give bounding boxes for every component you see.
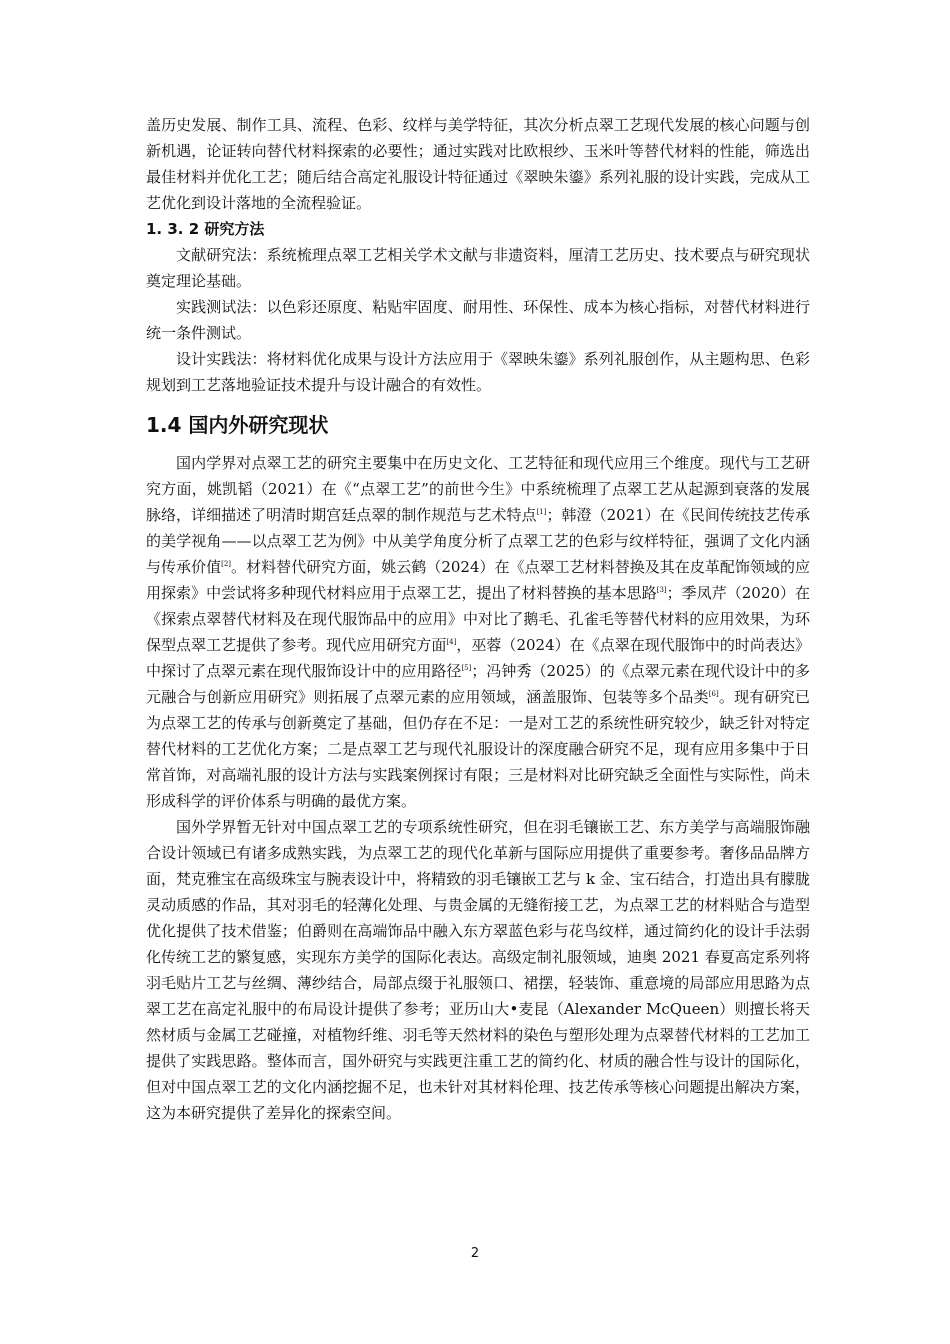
citation-4: [4] [446,638,457,646]
citation-6: [6] [708,690,719,698]
text-segment: ，巫蓉（2024）在《点翠在现代服饰中的时尚表达》中探讨了点翠元素在现代服饰设计中的应用路径 [146,636,810,680]
text-segment: ；冯钟秀（2025）的《点翠元素在现代设计中的多元融合与创新应用研究》则拓展了点翠元素的应用领域，涵盖服饰、包装等多个品类 [146,662,810,706]
section-heading-research-status: 1.4 国内外研究现状 [146,413,329,437]
text-segment: 国内学界对点翠工艺的研究主要集中在历史文化、工艺特征和现代应用三个维度。现代与工艺研究方面，姚凯韬（2021）在《“点翠工艺”的前世今生》中系统梳理了点翠工艺从起源到衰落的发展脉络，详细描述了明清时期宫廷点翠的制作规范与艺术特点 [146,454,810,524]
text-segment: 。材料替代研究方面，姚云鹤（2024）在《点翠工艺材料替换及其在皮革配饰领域的应用探索》中尝试将多种现代材料应用于点翠工艺，提出了材料替换的基本思路 [146,558,810,602]
method-design-paragraph: 设计实践法：将材料优化成果与设计方法应用于《翠映朱鎏》系列礼服创作，从主题构思、色彩规划到工艺落地验证技术提升与设计融合的有效性。 [146,350,810,394]
citation-1: [1] [536,508,547,516]
citation-2: [2] [221,560,232,568]
text-segment: 。现有研究已为点翠工艺的传承与创新奠定了基础，但仍存在不足：一是对工艺的系统性研究较少，缺乏针对特定替代材料的工艺优化方案；二是点翠工艺与现代礼服设计的深度融合研究不足，现有应用多集中于日常首饰，对高端礼服的设计方法与实践案例探讨有限；三是材料对比研究缺乏全面性与实际性，尚未形成科学的评价体系与明确的最优方案。 [146,688,810,810]
foreign-research-paragraph: 国外学界暂无针对中国点翠工艺的专项系统性研究，但在羽毛镶嵌工艺、东方美学与高端服饰融合设计领域已有诸多成熟实践，为点翠工艺的现代化革新与国际应用提供了重要参考。奢侈品品牌方面，梵克雅宝在高级珠宝与腕表设计中，将精致的羽毛镶嵌工艺与 k 金、宝石结合，打造出具有朦胧灵动质感的作品，其对羽毛的轻薄化处理、与贵金属的无缝衔接工艺，为点翠工艺的材料贴合与造型优化提供了技术借鉴；伯爵则在高端饰品中融入东方翠蓝色彩与花鸟纹样，通过简约化的设计手法弱化传统工艺的繁复感，实现东方美学的国际化表达。高级定制礼服领域，迪奥 2021 春夏高定系列将羽毛贴片工艺与丝绸、薄纱结合，局部点缀于礼服领口、裙摆，轻装饰、重意境的局部应用思路为点翠工艺在高定礼服中的布局设计提供了参考；亚历山大•麦昆（Alexander McQueen）则擅长将天然材质与金属工艺碰撞，对植物纤维、羽毛等天然材料的染色与塑形处理为点翠替代材料的工艺加工提供了实践思路。整体而言，国外研究与实践更注重工艺的简约化、材质的融合性与设计的国际化，但对中国点翠工艺的文化内涵挖掘不足，也未针对其材料伦理、技艺传承等核心问题提出解决方案，这为本研究提供了差异化的探索空间。 [146,818,810,1122]
page-number: 2 [470,1246,480,1261]
section-heading-research-methods: 1. 3. 2 研究方法 [146,220,265,238]
text-segment: ；韩澄（2021）在《民间传统技艺传承的美学视角——以点翠工艺为例》中从美学角度分析了点翠工艺的色彩与纹样特征，强调了文化内涵与传承价值 [146,506,810,576]
citation-3: [3] [656,586,667,594]
method-literature-paragraph: 文献研究法：系统梳理点翠工艺相关学术文献与非遗资料，厘清工艺历史、技术要点与研究现状奠定理论基础。 [146,246,810,290]
domestic-research-paragraph [146,450,810,814]
intro-paragraph: 盖历史发展、制作工具、流程、色彩、纹样与美学特征，其次分析点翠工艺现代发展的核心问题与创新机遇，论证转向替代材料探索的必要性；通过实践对比欧根纱、玉米叶等替代材料的性能，筛选出最佳材料并优化工艺；随后结合高定礼服设计特征通过《翠映朱鎏》系列礼服的设计实践，完成从工艺优化到设计落地的全流程验证。 [146,116,810,212]
citation-5: [5] [461,664,472,672]
text-segment: ；季凤芹（2020）在《探索点翠替代材料及在现代服饰品中的应用》中对比了鹅毛、孔雀毛等替代材料的应用效果，为环保型点翠工艺提供了参考。现代应用研究方面 [146,584,810,654]
page-body [146,112,810,1126]
method-testing-paragraph: 实践测试法：以色彩还原度、粘贴牢固度、耐用性、环保性、成本为核心指标，对替代材料进行统一条件测试。 [146,298,810,342]
